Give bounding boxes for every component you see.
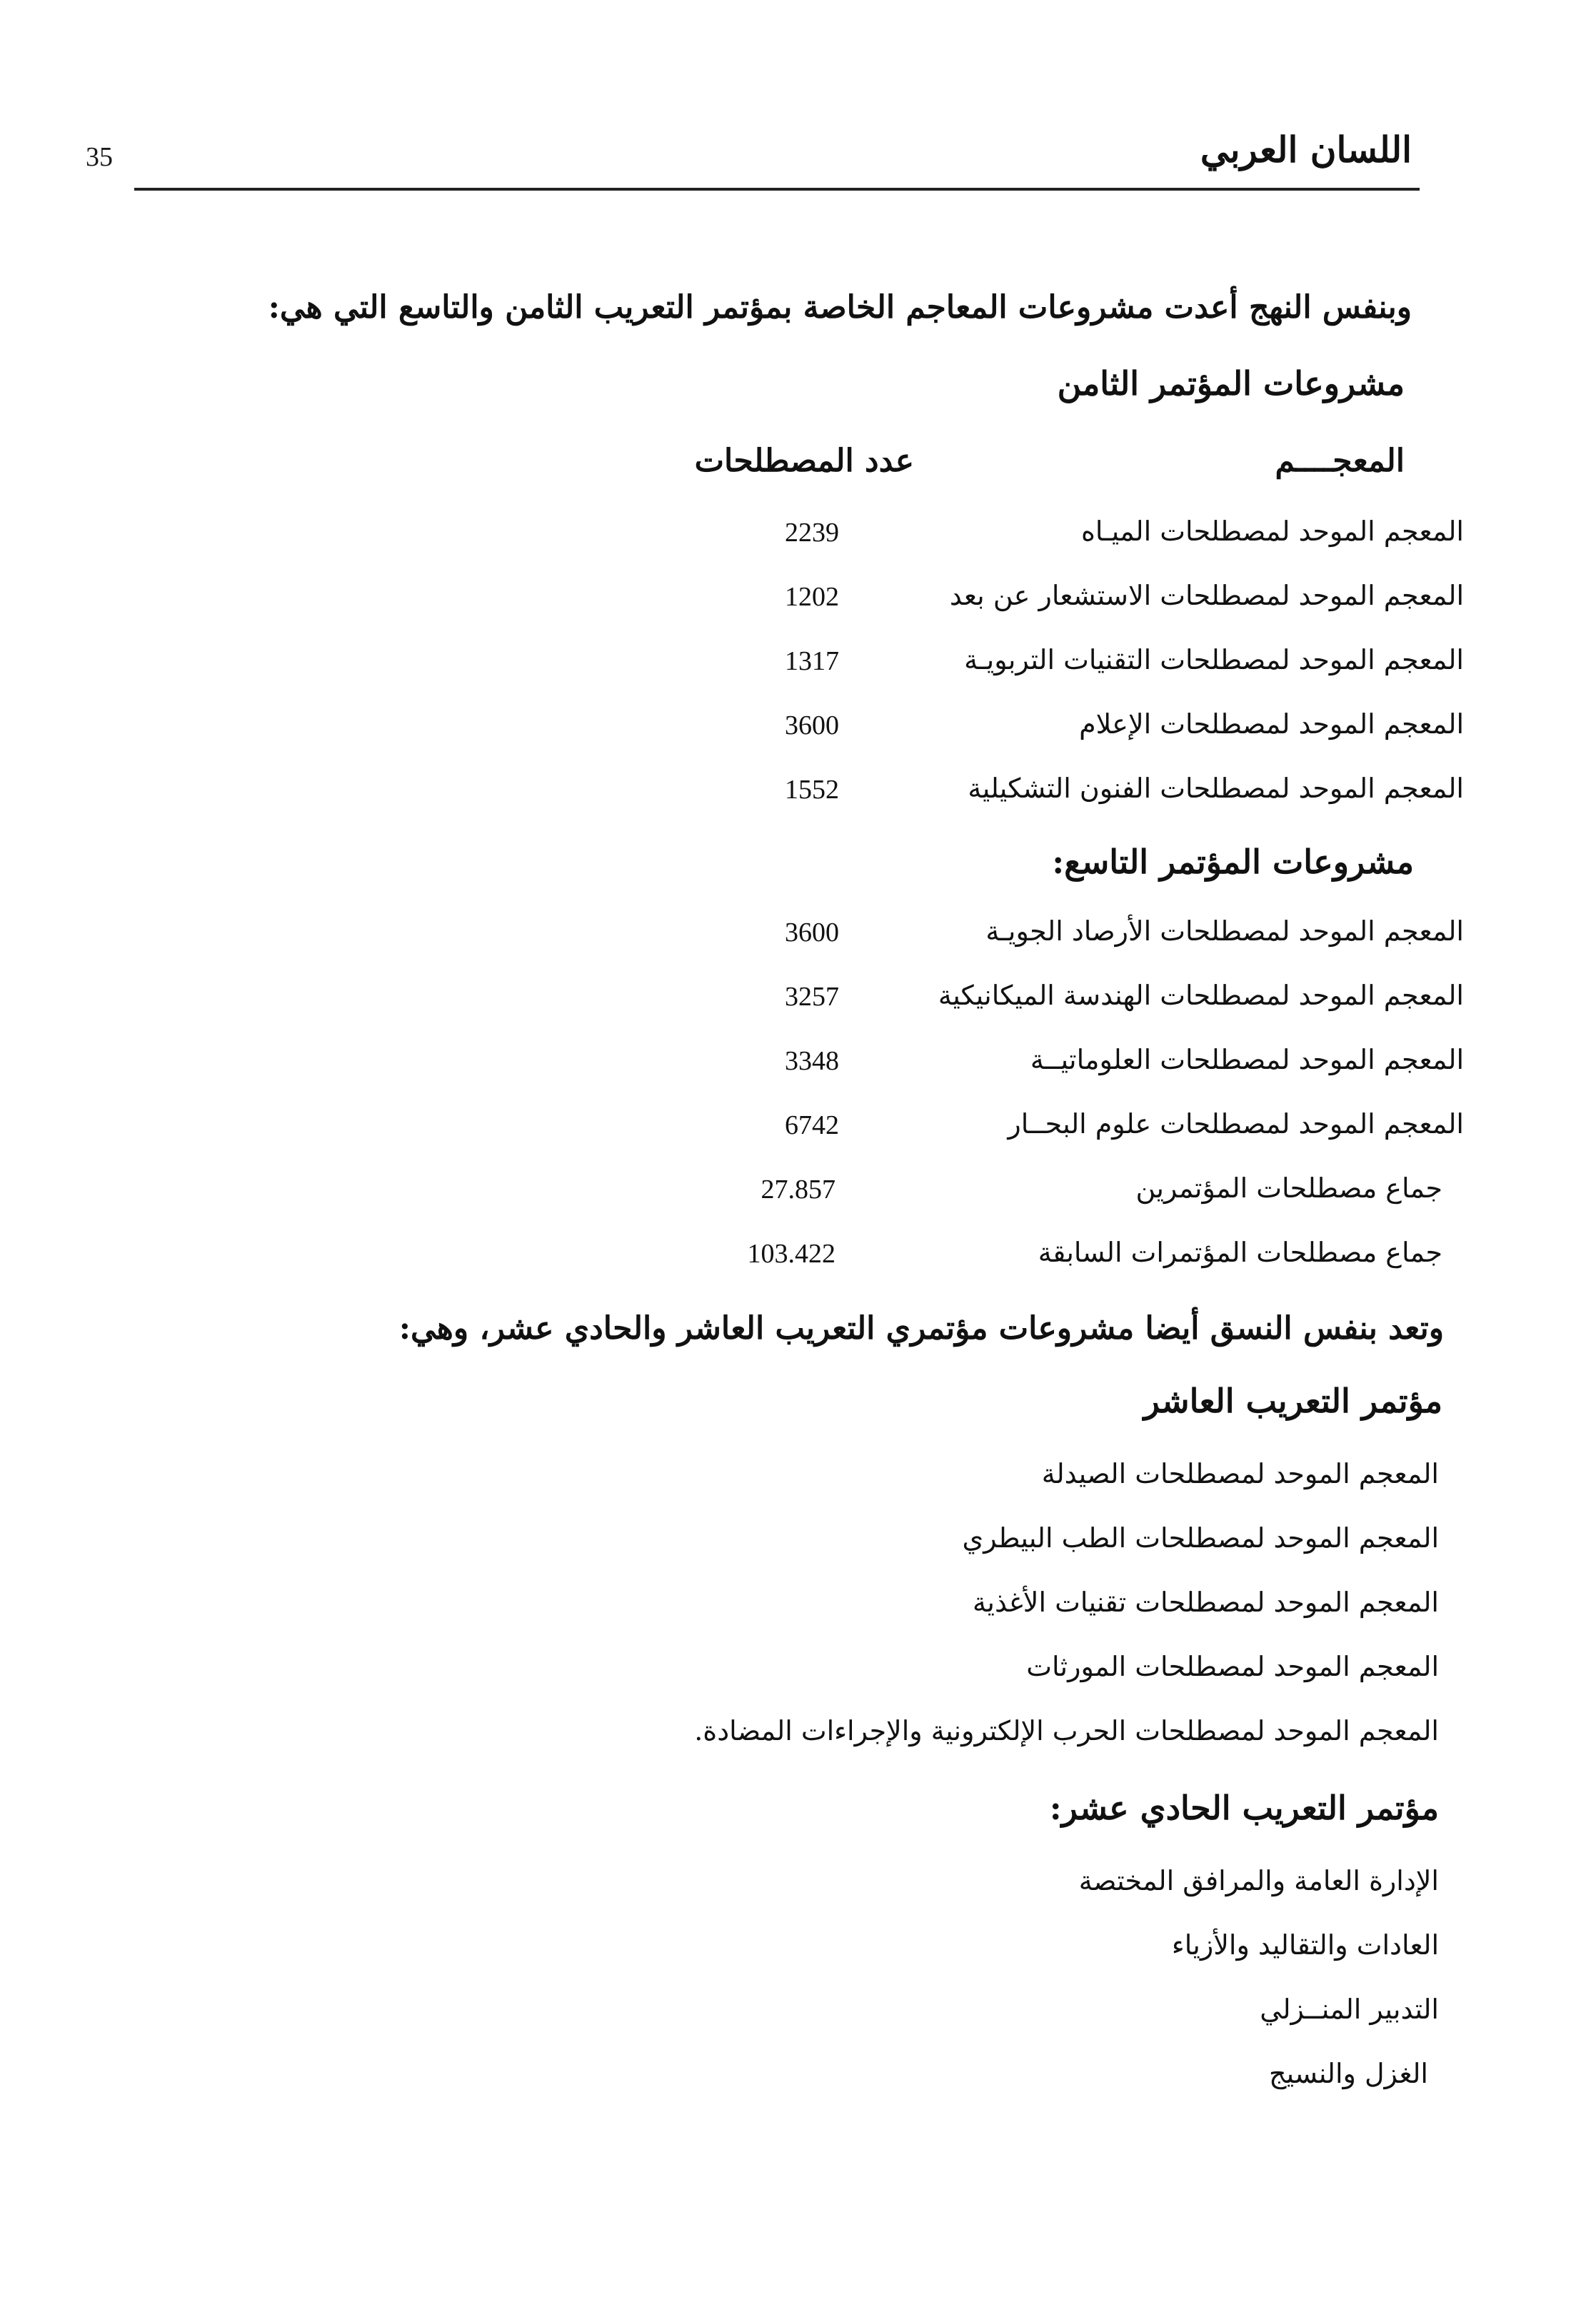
table-row xyxy=(0,1108,1596,1151)
dictionary-name: المعجم الموحد لمصطلحات التقنيات التربويـة xyxy=(964,644,1464,675)
total-count: 27.857 xyxy=(761,1175,835,1205)
conf8-heading: مشروعات المؤتمر الثامن xyxy=(1057,364,1405,403)
term-count: 1552 xyxy=(785,775,839,805)
table-row xyxy=(0,773,1596,815)
dictionary-name: المعجم الموحد لمصطلحات الاستشعار عن بعد xyxy=(949,580,1464,611)
term-count: 1317 xyxy=(785,646,839,676)
journal-title: اللسان العربي xyxy=(1200,129,1412,171)
list-item: العادات والتقاليد والأزياء xyxy=(1171,1929,1439,1961)
list-item: المعجم الموحد لمصطلحات الطب البيطري xyxy=(962,1522,1439,1554)
term-count: 1202 xyxy=(785,582,839,612)
table-row xyxy=(0,516,1596,558)
term-count: 3348 xyxy=(785,1046,839,1076)
total-count: 103.422 xyxy=(747,1239,835,1269)
table-row xyxy=(0,1044,1596,1087)
dictionary-name: المعجم الموحد لمصطلحات الإعلام xyxy=(1079,708,1464,740)
table-row xyxy=(0,708,1596,751)
total-label: جماع مصطلحات المؤتمرات السابقة xyxy=(1038,1237,1442,1268)
table-row xyxy=(0,915,1596,958)
list-item: المعجم الموحد لمصطلحات تقنيات الأغذية xyxy=(973,1587,1439,1618)
term-count: 6742 xyxy=(785,1110,839,1140)
dictionary-name: المعجم الموحد لمصطلحات الفنون التشكيلية xyxy=(968,773,1464,804)
intro-paragraph-2: وتعد بنفس النسق أيضا مشروعات مؤتمري التعريب العاشر والحادي عشر، وهي: xyxy=(398,1310,1444,1347)
table-row xyxy=(0,580,1596,623)
dictionary-name: المعجم الموحد لمصطلحات علوم البحــار xyxy=(1008,1108,1464,1140)
term-count: 2239 xyxy=(785,518,839,548)
conf11-heading: مؤتمر التعريب الحادي عشر: xyxy=(1049,1789,1439,1827)
total-label: جماع مصطلحات المؤتمرين xyxy=(1135,1172,1442,1204)
table-row xyxy=(0,644,1596,687)
dictionary-name: المعجم الموحد لمصطلحات الهندسة الميكانيكية xyxy=(938,980,1464,1011)
list-item: المعجم الموحد لمصطلحات الحرب الإلكترونية والإجراءات المضادة. xyxy=(694,1715,1439,1746)
col-header-term-count: عدد المصطلحات xyxy=(694,443,914,479)
term-count: 3600 xyxy=(785,918,839,948)
list-item: الإدارة العامة والمرافق المختصة xyxy=(1078,1865,1439,1896)
table-row xyxy=(0,980,1596,1022)
dictionary-name: المعجم الموحد لمصطلحات الميـاه xyxy=(1081,516,1464,547)
term-count: 3257 xyxy=(785,982,839,1012)
page-number: 35 xyxy=(86,142,113,172)
dictionary-name: المعجم الموحد لمصطلحات الأرصاد الجويـة xyxy=(985,915,1464,947)
conf10-heading: مؤتمر التعريب العاشر xyxy=(1143,1382,1442,1420)
list-item: الغزل والنسيج xyxy=(1269,2058,1428,2089)
list-item: التدبير المنــزلي xyxy=(1260,1994,1439,2025)
list-item: المعجم الموحد لمصطلحات المورثات xyxy=(1026,1651,1439,1682)
col-header-dictionary: المعجــــم xyxy=(1275,443,1405,479)
header-rule xyxy=(134,188,1420,191)
intro-paragraph: وبنفس النهج أعدت مشروعات المعاجم الخاصة بمؤتمر التعريب الثامن والتاسع التي هي: xyxy=(268,289,1412,326)
list-item: المعجم الموحد لمصطلحات الصيدلة xyxy=(1041,1458,1439,1489)
conf9-heading: مشروعات المؤتمر التاسع: xyxy=(1052,843,1414,881)
term-count: 3600 xyxy=(785,710,839,740)
dictionary-name: المعجم الموحد لمصطلحات العلوماتيــة xyxy=(1030,1044,1464,1075)
total-row-two-conferences xyxy=(0,1172,1596,1215)
total-row-previous-conferences xyxy=(0,1237,1596,1280)
